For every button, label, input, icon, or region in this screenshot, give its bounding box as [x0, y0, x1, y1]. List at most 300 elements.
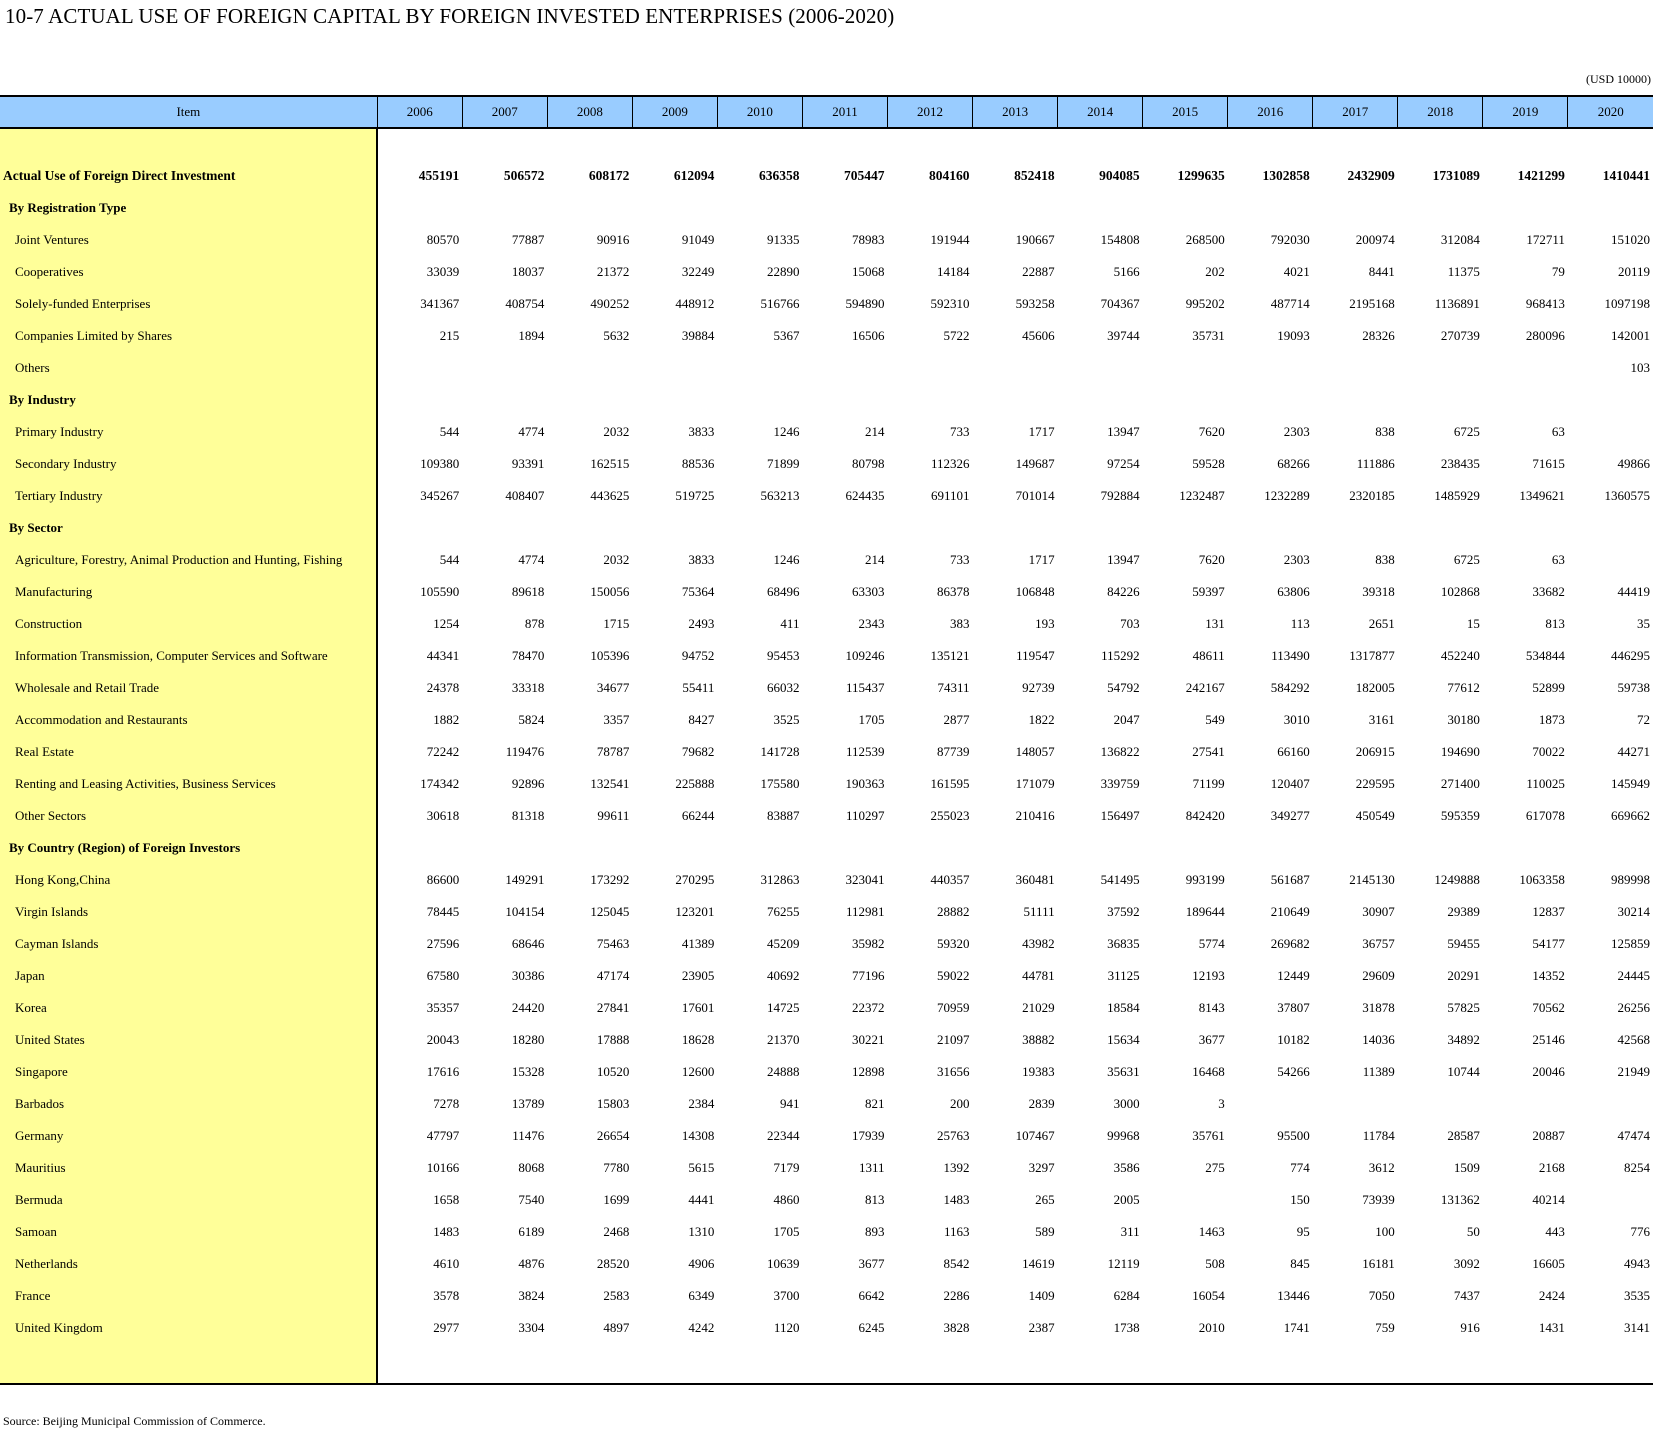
value-cell: 125859: [1611, 936, 1650, 951]
value-cell: 71615: [1532, 456, 1565, 471]
value-cell: 2583: [603, 1288, 630, 1303]
value-cell: 1409: [1028, 1288, 1055, 1303]
value-cell: 349277: [1270, 808, 1310, 823]
value-cell: 19093: [1277, 328, 1310, 343]
table-row: [0, 256, 1653, 288]
value-cell: 6642: [858, 1288, 885, 1303]
value-cell: 103: [1630, 360, 1650, 375]
value-cell: 109246: [845, 648, 885, 663]
row-label: Real Estate: [0, 736, 377, 768]
value-cell: 280096: [1525, 328, 1565, 343]
value-cell: 18280: [511, 1032, 545, 1047]
value-cell: 691101: [931, 488, 970, 503]
value-cell: 106848: [1015, 584, 1055, 599]
value-cell: 4610: [433, 1256, 460, 1271]
value-cell: 3161: [1368, 712, 1395, 727]
value-cell: 14036: [1362, 1032, 1395, 1047]
value-cell: 516766: [760, 296, 800, 311]
row-label: Renting and Leasing Activities, Business Services: [0, 768, 377, 800]
value-cell: 115292: [1101, 648, 1140, 663]
table-row: [0, 1056, 1653, 1088]
value-cell: 508: [1205, 1256, 1225, 1271]
value-cell: 21370: [766, 1032, 800, 1047]
value-cell: 7179: [773, 1160, 800, 1175]
value-cell: 1705: [773, 1224, 800, 1239]
column-header-year: 2012: [888, 96, 973, 128]
value-cell: [1483, 192, 1568, 224]
value-cell: 7437: [1453, 1288, 1480, 1303]
value-cell: [462, 192, 547, 224]
value-cell: 1822: [1028, 712, 1055, 727]
value-cell: [1483, 352, 1568, 384]
value-cell: 21949: [1617, 1064, 1650, 1079]
value-cell: 104154: [505, 904, 545, 919]
value-cell: 68646: [511, 936, 545, 951]
value-cell: 941: [779, 1096, 800, 1111]
column-header-year: 2006: [377, 96, 462, 128]
value-cell: 1421299: [1517, 168, 1565, 183]
value-cell: 28587: [1447, 1128, 1480, 1143]
value-cell: 113490: [1271, 648, 1310, 663]
value-cell: [547, 352, 632, 384]
value-cell: 704367: [1100, 296, 1140, 311]
value-cell: 174342: [420, 776, 460, 791]
value-cell: 10639: [766, 1256, 800, 1271]
value-cell: 1349621: [1519, 488, 1565, 503]
row-label: Netherlands: [0, 1248, 377, 1280]
value-cell: 2032: [603, 552, 630, 567]
value-cell: 312084: [1440, 232, 1480, 247]
value-cell: [1568, 1088, 1653, 1120]
value-cell: 408407: [505, 488, 545, 503]
value-cell: 182005: [1355, 680, 1395, 695]
table-row: [0, 864, 1653, 896]
value-cell: 70022: [1532, 744, 1565, 759]
value-cell: [1313, 384, 1398, 416]
value-cell: [1143, 384, 1228, 416]
value-cell: 30214: [1617, 904, 1650, 919]
table-row: [0, 416, 1653, 448]
value-cell: 12449: [1277, 968, 1310, 983]
value-cell: 24888: [766, 1064, 800, 1079]
value-cell: 759: [1375, 1320, 1395, 1335]
value-cell: [888, 192, 973, 224]
value-cell: 813: [1545, 616, 1565, 631]
value-cell: 2424: [1538, 1288, 1565, 1303]
value-cell: 383: [950, 616, 970, 631]
value-cell: 22887: [1022, 264, 1055, 279]
value-cell: 268500: [1185, 232, 1225, 247]
value-cell: 2387: [1028, 1320, 1055, 1335]
value-cell: 592310: [930, 296, 970, 311]
value-cell: 455191: [418, 168, 460, 183]
value-cell: [1143, 192, 1228, 224]
row-label: United Kingdom: [0, 1312, 377, 1344]
value-cell: 345267: [420, 488, 460, 503]
value-cell: 54792: [1107, 680, 1140, 695]
value-cell: 27596: [426, 936, 460, 951]
value-cell: [1398, 192, 1483, 224]
value-cell: 12837: [1532, 904, 1565, 919]
row-label: By Industry: [0, 384, 377, 416]
value-cell: 71899: [766, 456, 800, 471]
row-label: Actual Use of Foreign Direct Investment: [0, 160, 377, 192]
value-cell: 968413: [1525, 296, 1565, 311]
column-header-year: 2007: [462, 96, 547, 128]
value-cell: 1249888: [1434, 872, 1480, 887]
value-cell: 1063358: [1519, 872, 1565, 887]
value-cell: 813: [865, 1192, 885, 1207]
value-cell: 44341: [426, 648, 460, 663]
value-cell: 21029: [1022, 1000, 1055, 1015]
row-label: Hong Kong,China: [0, 864, 377, 896]
value-cell: 33318: [511, 680, 545, 695]
value-cell: [1313, 1088, 1398, 1120]
value-cell: 215: [439, 328, 460, 343]
table-row: [0, 1248, 1653, 1280]
table-row: [0, 1280, 1653, 1312]
value-cell: 79: [1551, 264, 1565, 279]
value-cell: 210649: [1270, 904, 1310, 919]
table-row: [0, 288, 1653, 320]
value-cell: 191944: [930, 232, 970, 247]
value-cell: 123201: [675, 904, 715, 919]
value-cell: 6284: [1113, 1288, 1140, 1303]
value-cell: 59738: [1617, 680, 1650, 695]
value-cell: 14352: [1532, 968, 1565, 983]
value-cell: 443: [1545, 1224, 1565, 1239]
value-cell: 100: [1375, 1224, 1395, 1239]
value-cell: 27841: [596, 1000, 630, 1015]
value-cell: 1509: [1453, 1160, 1480, 1175]
value-cell: 10520: [596, 1064, 630, 1079]
value-cell: 50: [1466, 1224, 1480, 1239]
value-cell: 443625: [590, 488, 630, 503]
value-cell: 669662: [1611, 808, 1650, 823]
value-cell: 2320185: [1349, 488, 1395, 503]
value-cell: 4906: [688, 1256, 715, 1271]
value-cell: 135121: [930, 648, 970, 663]
value-cell: 612094: [673, 168, 715, 183]
value-cell: [462, 352, 547, 384]
value-cell: [1058, 192, 1143, 224]
value-cell: 2877: [943, 712, 970, 727]
value-cell: 35731: [1192, 328, 1225, 343]
value-cell: 24378: [426, 680, 460, 695]
value-cell: 7620: [1198, 552, 1225, 567]
value-cell: [1483, 512, 1568, 544]
value-cell: 74311: [937, 680, 970, 695]
value-cell: 59397: [1192, 584, 1225, 599]
value-cell: 66160: [1277, 744, 1310, 759]
value-cell: 2303: [1283, 552, 1310, 567]
value-cell: [802, 832, 887, 864]
table-row: [0, 1312, 1653, 1344]
value-cell: 8143: [1198, 1000, 1225, 1015]
value-cell: 1254: [433, 616, 460, 631]
value-cell: 1731089: [1432, 168, 1480, 183]
value-cell: 6189: [518, 1224, 545, 1239]
column-header-year: 2016: [1228, 96, 1313, 128]
value-cell: 42568: [1617, 1032, 1650, 1047]
table-row: [0, 576, 1653, 608]
value-cell: 15328: [511, 1064, 545, 1079]
value-cell: [1143, 352, 1228, 384]
value-cell: 490252: [590, 296, 630, 311]
value-cell: 24420: [511, 1000, 545, 1015]
value-cell: 35631: [1107, 1064, 1140, 1079]
group-header-row: [0, 512, 1653, 544]
value-cell: 77612: [1447, 680, 1480, 695]
value-cell: 200974: [1355, 232, 1395, 247]
value-cell: 77887: [511, 232, 545, 247]
value-cell: 6725: [1453, 552, 1480, 567]
value-cell: 202: [1205, 264, 1225, 279]
value-cell: [1228, 1088, 1313, 1120]
value-cell: 487714: [1270, 296, 1310, 311]
value-cell: 20291: [1447, 968, 1480, 983]
table-row: [0, 1184, 1653, 1216]
value-cell: [1143, 512, 1228, 544]
value-cell: 31656: [937, 1064, 970, 1079]
value-cell: 10182: [1277, 1032, 1310, 1047]
value-cell: 190667: [1015, 232, 1055, 247]
value-cell: 142001: [1611, 328, 1650, 343]
value-cell: 3092: [1453, 1256, 1480, 1271]
value-cell: [1483, 1088, 1568, 1120]
value-cell: 1741: [1283, 1320, 1310, 1335]
value-cell: 1705: [858, 712, 885, 727]
value-cell: 66032: [766, 680, 800, 695]
value-cell: [888, 352, 973, 384]
value-cell: [1228, 192, 1313, 224]
value-cell: 11375: [1447, 264, 1480, 279]
value-cell: 703: [1120, 616, 1140, 631]
value-cell: 448912: [675, 296, 715, 311]
value-cell: [1058, 512, 1143, 544]
value-cell: 1463: [1198, 1224, 1225, 1239]
value-cell: 19383: [1022, 1064, 1055, 1079]
value-cell: 90916: [596, 232, 630, 247]
value-cell: [1228, 512, 1313, 544]
value-cell: 149687: [1015, 456, 1055, 471]
value-cell: 541495: [1100, 872, 1140, 887]
value-cell: 141728: [760, 744, 800, 759]
value-cell: 4242: [688, 1320, 715, 1335]
row-label: Solely-funded Enterprises: [0, 288, 377, 320]
spacer-row: [0, 1344, 1653, 1384]
value-cell: 8254: [1624, 1160, 1650, 1175]
value-cell: 10744: [1447, 1064, 1480, 1079]
value-cell: 162515: [590, 456, 630, 471]
value-cell: 16181: [1362, 1256, 1395, 1271]
value-cell: 270295: [675, 872, 715, 887]
value-cell: 18037: [511, 264, 545, 279]
value-cell: 27541: [1192, 744, 1225, 759]
row-label: Cayman Islands: [0, 928, 377, 960]
value-cell: 1483: [943, 1192, 970, 1207]
value-cell: 995202: [1185, 296, 1225, 311]
value-cell: 1431: [1538, 1320, 1565, 1335]
row-label: Accommodation and Restaurants: [0, 704, 377, 736]
header-row: [0, 96, 1653, 128]
value-cell: 25763: [937, 1128, 970, 1143]
value-cell: 1097198: [1604, 296, 1650, 311]
value-cell: 21097: [937, 1032, 970, 1047]
row-label: Wholesale and Retail Trade: [0, 672, 377, 704]
value-cell: 28326: [1362, 328, 1395, 343]
value-cell: 6725: [1453, 424, 1480, 439]
value-cell: 172711: [1526, 232, 1565, 247]
value-cell: 156497: [1100, 808, 1140, 823]
value-cell: 3: [1218, 1096, 1225, 1111]
value-cell: 1232487: [1179, 488, 1225, 503]
value-cell: 2977: [433, 1320, 460, 1335]
value-cell: 593258: [1015, 296, 1055, 311]
value-cell: 549: [1205, 712, 1225, 727]
value-cell: 33039: [426, 264, 460, 279]
value-cell: [462, 512, 547, 544]
value-cell: 59320: [937, 936, 970, 951]
value-cell: 7780: [603, 1160, 630, 1175]
value-cell: 200: [950, 1096, 970, 1111]
value-cell: 3000: [1113, 1096, 1140, 1111]
value-cell: 1163: [944, 1224, 970, 1239]
value-cell: 5367: [773, 328, 800, 343]
value-cell: 43982: [1022, 936, 1055, 951]
value-cell: 993199: [1185, 872, 1225, 887]
value-cell: [547, 192, 632, 224]
value-cell: 2432909: [1347, 168, 1395, 183]
value-cell: 11389: [1362, 1064, 1395, 1079]
value-cell: 71199: [1192, 776, 1225, 791]
value-cell: 842420: [1185, 808, 1225, 823]
column-header-year: 2014: [1058, 96, 1143, 128]
value-cell: 17601: [681, 1000, 715, 1015]
row-label: By Sector: [0, 512, 377, 544]
value-cell: 3010: [1283, 712, 1310, 727]
value-cell: 14619: [1022, 1256, 1055, 1271]
value-cell: 3304: [518, 1320, 545, 1335]
value-cell: 271400: [1440, 776, 1480, 791]
data-table-container: [0, 95, 1653, 1385]
value-cell: 4897: [603, 1320, 630, 1335]
row-label: Others: [0, 352, 377, 384]
value-cell: 16054: [1192, 1288, 1225, 1303]
table-row: [0, 320, 1653, 352]
value-cell: 1699: [603, 1192, 630, 1207]
value-cell: [632, 352, 717, 384]
value-cell: 14725: [766, 1000, 800, 1015]
value-cell: 3578: [433, 1288, 460, 1303]
value-cell: 1232289: [1264, 488, 1310, 503]
value-cell: 40692: [766, 968, 800, 983]
value-cell: 210416: [1015, 808, 1055, 823]
value-cell: [1398, 512, 1483, 544]
value-cell: 3833: [688, 552, 715, 567]
table-row: [0, 1024, 1653, 1056]
value-cell: [1228, 352, 1313, 384]
value-cell: [1483, 832, 1568, 864]
value-cell: 190363: [845, 776, 885, 791]
value-cell: 617078: [1525, 808, 1565, 823]
value-cell: 5166: [1113, 264, 1140, 279]
table-row: [0, 448, 1653, 480]
value-cell: 112539: [845, 744, 885, 759]
data-table: [0, 95, 1653, 1385]
value-cell: 78983: [852, 232, 885, 247]
value-cell: 11476: [512, 1128, 545, 1143]
value-cell: 72: [1637, 712, 1650, 727]
value-cell: 45606: [1022, 328, 1055, 343]
value-cell: [1143, 832, 1228, 864]
value-cell: 131: [1205, 616, 1225, 631]
value-cell: [377, 832, 462, 864]
value-cell: 1485929: [1434, 488, 1480, 503]
value-cell: 411: [780, 616, 800, 631]
row-label: Tertiary Industry: [0, 480, 377, 512]
row-label: By Country (Region) of Foreign Investors: [0, 832, 377, 864]
value-cell: 3824: [518, 1288, 545, 1303]
value-cell: 323041: [845, 872, 885, 887]
value-cell: [1568, 544, 1653, 576]
value-cell: [973, 384, 1058, 416]
value-cell: 68266: [1277, 456, 1310, 471]
value-cell: 15803: [596, 1096, 630, 1111]
value-cell: 2493: [688, 616, 715, 631]
value-cell: 20046: [1532, 1064, 1565, 1079]
value-cell: [717, 352, 802, 384]
value-cell: 2047: [1113, 712, 1140, 727]
value-cell: 255023: [930, 808, 970, 823]
value-cell: 595359: [1440, 808, 1480, 823]
value-cell: 70562: [1532, 1000, 1565, 1015]
value-cell: 15: [1466, 616, 1480, 631]
value-cell: 99611: [597, 808, 630, 823]
value-cell: 26654: [596, 1128, 630, 1143]
value-cell: 91335: [766, 232, 800, 247]
value-cell: 171079: [1015, 776, 1055, 791]
column-header-year: 2009: [632, 96, 717, 128]
value-cell: 44271: [1617, 744, 1650, 759]
value-cell: [377, 384, 462, 416]
value-cell: 35982: [852, 936, 885, 951]
value-cell: 1715: [603, 616, 630, 631]
value-cell: 12119: [1107, 1256, 1140, 1271]
value-cell: 1311: [858, 1160, 885, 1175]
value-cell: 7278: [433, 1096, 460, 1111]
column-header-year: 2011: [802, 96, 887, 128]
value-cell: 275: [1205, 1160, 1225, 1175]
table-row: [0, 736, 1653, 768]
value-cell: [973, 192, 1058, 224]
value-cell: 2651: [1368, 616, 1395, 631]
value-cell: 17888: [596, 1032, 630, 1047]
value-cell: 776: [1630, 1224, 1650, 1239]
value-cell: 86378: [937, 584, 970, 599]
value-cell: 107467: [1015, 1128, 1055, 1143]
value-cell: 2384: [688, 1096, 715, 1111]
value-cell: 8441: [1368, 264, 1395, 279]
value-cell: 1483: [433, 1224, 460, 1239]
value-cell: [888, 512, 973, 544]
value-cell: 83887: [766, 808, 800, 823]
value-cell: 93391: [511, 456, 545, 471]
value-cell: 989998: [1611, 872, 1650, 887]
value-cell: 112326: [931, 456, 970, 471]
value-cell: 136822: [1100, 744, 1140, 759]
value-cell: 119547: [1016, 648, 1055, 663]
